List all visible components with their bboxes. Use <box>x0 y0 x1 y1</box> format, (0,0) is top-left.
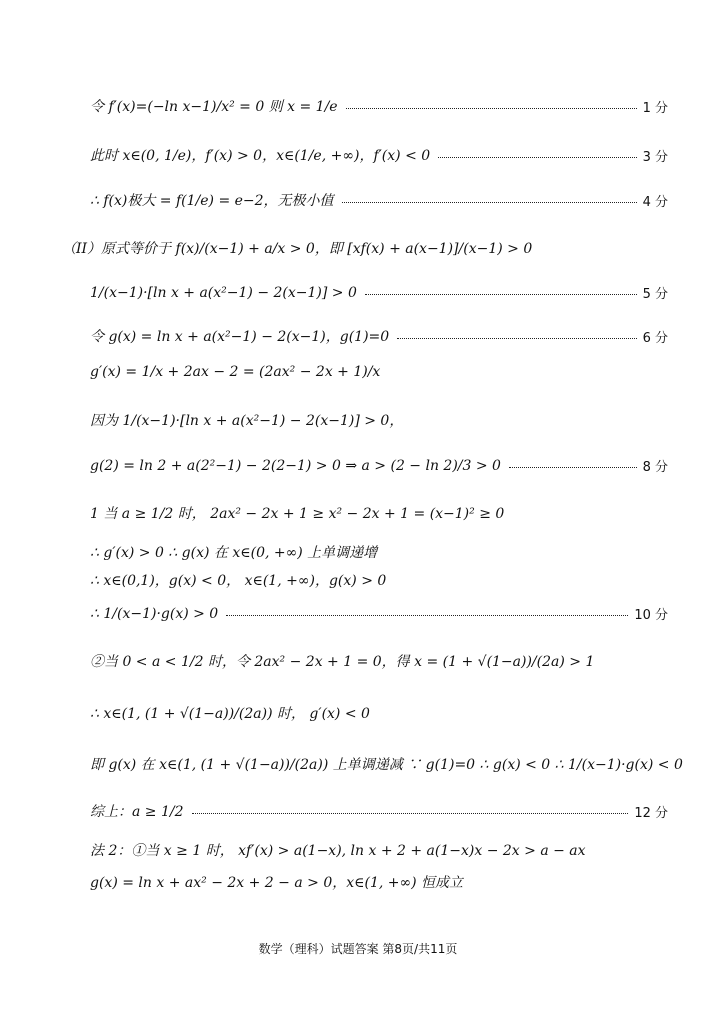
dot-leader <box>438 157 636 158</box>
score-label: 5 分 <box>642 287 668 302</box>
solution-line <box>90 651 668 671</box>
solution-line <box>90 703 668 723</box>
solution-line <box>90 364 668 380</box>
score-label: 3 分 <box>642 149 668 165</box>
line-text: 令 g(x) = ln x + a(x²−1) − 2(x−1)，g(1)=0 <box>90 329 390 345</box>
solution-line <box>90 145 668 165</box>
solution-line <box>90 410 668 430</box>
line-text: g(2) = ln 2 + a(2²−1) − 2(2−1) > 0 ⇒ a > (2 − ln 2)/3 > 0 <box>90 457 501 474</box>
dot-leader <box>346 108 637 109</box>
line-text: ∴ x∈(0,1)，g(x) < 0， x∈(1, +∞)，g(x) > 0 <box>90 573 387 589</box>
line-text: g′(x) = 1/x + 2ax − 2 = (2ax² − 2x + 1)/x <box>90 364 381 380</box>
solution-line <box>90 872 668 892</box>
line-text: 法 2：①当 x ≥ 1 时， xf′(x) > a(1−x), ln x + 2 + a(1−x)x − 2x > a − ax <box>90 843 586 859</box>
solution-line <box>90 604 668 623</box>
solution-line <box>90 801 668 821</box>
score-label: 6 分 <box>642 330 668 346</box>
solution-line <box>90 456 668 475</box>
score-label: 1 分 <box>642 100 668 116</box>
solution-line <box>90 542 668 562</box>
line-text: 因为 1/(x−1)·[ln x + a(x²−1) − 2(x−1)] > 0， <box>90 413 404 429</box>
dot-leader <box>365 294 637 295</box>
page-footer: 数学（理科）试题答案 第8页/共11页 <box>258 942 458 956</box>
score-label: 8 分 <box>642 460 668 475</box>
line-text: g(x) = ln x + ax² − 2x + 2 − a > 0，x∈(1, +∞) 恒成立 <box>90 875 464 891</box>
solution-line <box>90 503 668 523</box>
solution-line <box>62 238 668 258</box>
dot-leader <box>226 615 628 616</box>
solution-line <box>90 754 683 774</box>
line-text: ∴ x∈(1, (1 + √(1−a))/(2a)) 时， g′(x) < 0 <box>90 706 370 722</box>
solution-line <box>90 96 668 116</box>
line-text: （II）原式等价于 f(x)/(x−1) + a/x > 0，即 [xf(x) + a(x−1)]/(x−1) > 0 <box>62 241 533 257</box>
line-text: ∴ f(x)极大 = f(1/e) = e−2，无极小值 <box>90 193 334 209</box>
dot-leader <box>192 813 629 814</box>
solution-line <box>90 283 668 302</box>
solution-line <box>90 570 668 590</box>
score-label: 10 分 <box>634 608 668 623</box>
dot-leader <box>397 338 636 339</box>
line-text: 此时 x∈(0, 1/e)，f′(x) > 0，x∈(1/e, +∞)，f′(x) < 0 <box>90 148 431 164</box>
line-text: 令 f′(x)=(−ln x−1)/x² = 0 则 x = 1/e <box>90 99 338 115</box>
score-label: 4 分 <box>642 194 668 210</box>
line-text: 1 当 a ≥ 1/2 时， 2ax² − 2x + 1 ≥ x² − 2x + 1 = (x−1)² ≥ 0 <box>90 506 505 522</box>
score-label: 12 分 <box>634 805 668 821</box>
line-text: ②当 0 < a < 1/2 时，令 2ax² − 2x + 1 = 0，得 x = (1 + √(1−a))/(2a) > 1 <box>90 654 595 670</box>
line-text: 即 g(x) 在 x∈(1, (1 + √(1−a))/(2a)) 上单调递减 ∵ g(1)=0 ∴ g(x) < 0 ∴ 1/(x−1)·g(x) < 0 <box>90 757 683 773</box>
solution-line <box>90 326 668 346</box>
dot-leader <box>509 467 637 468</box>
line-text: 综上：a ≥ 1/2 <box>90 804 184 820</box>
solution-line <box>90 190 668 210</box>
line-text: ∴ g′(x) > 0 ∴ g(x) 在 x∈(0, +∞) 上单调递增 <box>90 545 378 561</box>
dot-leader <box>342 202 637 203</box>
line-text: ∴ 1/(x−1)·g(x) > 0 <box>90 605 219 622</box>
solution-line <box>90 840 668 860</box>
line-text: 1/(x−1)·[ln x + a(x²−1) − 2(x−1)] > 0 <box>90 284 357 301</box>
